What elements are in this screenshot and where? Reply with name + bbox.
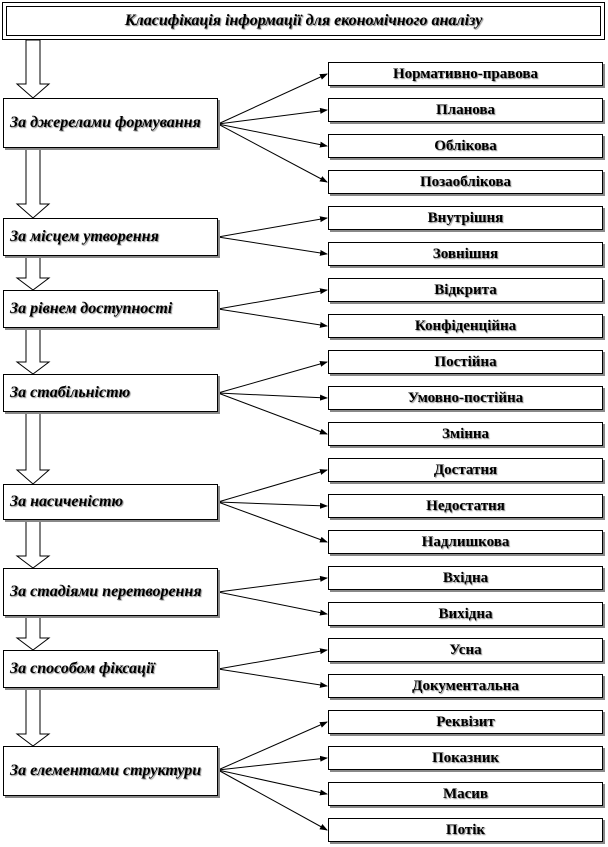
leaf-box: Позаоблікова xyxy=(328,170,603,194)
down-arrow-icon xyxy=(17,412,49,484)
category-place: За місцем утворення xyxy=(3,218,218,256)
category-structure: За елементами структури xyxy=(3,746,218,796)
category-sources: За джерелами формування xyxy=(3,98,218,148)
down-arrow-icon xyxy=(17,616,49,650)
leaf-box: Відкрита xyxy=(328,278,603,302)
leaf-box: Документальна xyxy=(328,674,603,698)
leaf-box: Внутрішня xyxy=(328,206,603,230)
leaf-box: Усна xyxy=(328,638,603,662)
leaf-box: Реквізит xyxy=(328,710,603,734)
leaf-box: Достатня xyxy=(328,458,603,482)
leaf-box: Вихідна xyxy=(328,602,603,626)
category-stages: За стадіями перетворення xyxy=(3,568,218,616)
leaf-box: Нормативно-правова xyxy=(328,62,603,86)
leaf-box: Показник xyxy=(328,746,603,770)
category-saturation: За насиченістю xyxy=(3,484,218,520)
leaf-box: Масив xyxy=(328,782,603,806)
diagram-title: Класифікація інформації для економічного аналізу xyxy=(6,6,601,36)
branch-lines xyxy=(218,74,327,830)
leaf-box: Облікова xyxy=(328,134,603,158)
leaf-box: Умовно-постійна xyxy=(328,386,603,410)
leaf-box: Зовнішня xyxy=(328,242,603,266)
down-arrow-icon xyxy=(17,688,49,746)
category-fixation: За способом фіксації xyxy=(3,650,218,688)
leaf-box: Змінна xyxy=(328,422,603,446)
leaf-box: Конфіденційна xyxy=(328,314,603,338)
leaf-box: Вхідна xyxy=(328,566,603,590)
down-arrow-icon xyxy=(17,328,49,374)
leaf-box: Недостатня xyxy=(328,494,603,518)
leaf-box: Потік xyxy=(328,818,603,842)
leaf-box: Надлишкова xyxy=(328,530,603,554)
leaf-box: Планова xyxy=(328,98,603,122)
down-arrow-icon xyxy=(17,40,49,98)
down-arrow-icon xyxy=(17,256,49,290)
category-access: За рівнем доступності xyxy=(3,290,218,328)
leaf-box: Постійна xyxy=(328,350,603,374)
down-arrow-icon xyxy=(17,148,49,218)
diagram-title-frame xyxy=(2,2,605,40)
down-arrow-icon xyxy=(17,520,49,568)
category-stability: За стабільністю xyxy=(3,374,218,412)
